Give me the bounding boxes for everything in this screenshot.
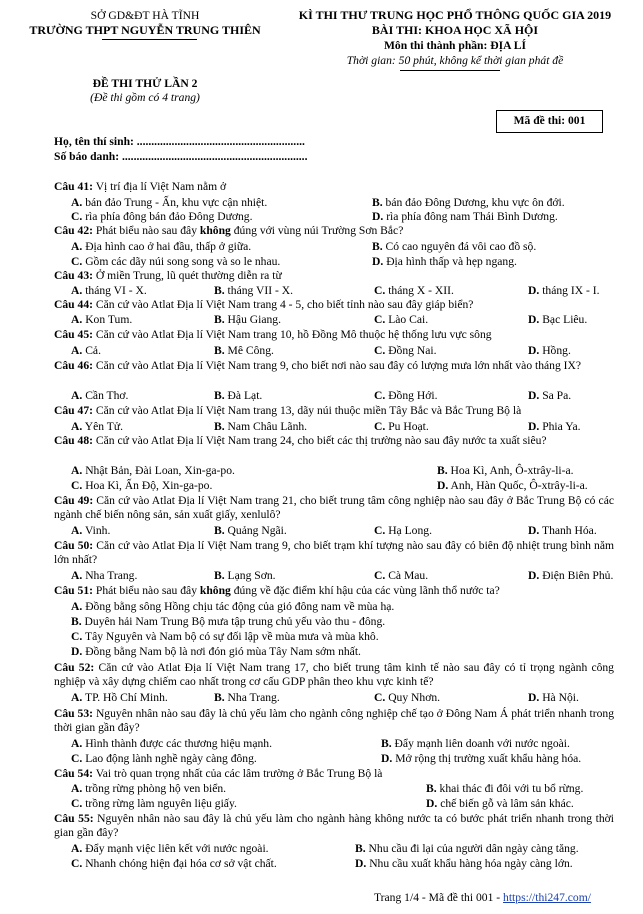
footer-text: Trang 1/4 - Mã đề thi 001 - <box>374 891 504 904</box>
question-text: Căn cứ vào Atlat Địa lí Việt Nam trang 9, cho biết trạm khí tượng nào sau đây có biên độ nhiệt trung bình năm lớn nhất? <box>54 539 614 567</box>
option-letter: A. <box>71 389 83 402</box>
question-text: Vai trò quan trọng nhất của các lâm trường ở Bắc Trung Bộ là <box>95 767 383 780</box>
option-letter: A. <box>71 420 83 433</box>
answer-option[interactable] <box>372 196 565 210</box>
option-text: Có cao nguyên đá vôi cao đồ sộ. <box>385 240 537 253</box>
answer-option[interactable] <box>71 857 277 871</box>
option-letter: B. <box>214 284 225 297</box>
answer-option[interactable] <box>528 344 571 358</box>
question-label: Câu 41: <box>54 180 93 193</box>
option-text: Đồng Hới. <box>388 389 438 402</box>
question-label: Câu 49: <box>54 494 94 507</box>
answer-option[interactable] <box>426 797 574 811</box>
answer-option[interactable] <box>71 600 394 614</box>
answer-option[interactable] <box>71 752 257 766</box>
question-text: Phát biểu nào sau đây <box>95 584 200 597</box>
answer-option[interactable] <box>372 210 558 224</box>
option-text: Cà Mau. <box>388 569 429 582</box>
option-text: Địa hình thấp và hẹp ngang. <box>386 255 517 268</box>
question-text: Căn cứ vào Atlat Địa lí Việt Nam trang 4 - 5, cho biết tỉnh nào sau đây giáp biển? <box>95 298 474 311</box>
option-letter: D. <box>528 313 540 326</box>
answer-option[interactable] <box>374 420 429 434</box>
answer-option[interactable] <box>374 344 437 358</box>
option-letter: A. <box>71 782 83 795</box>
option-text: Sa Pa. <box>542 389 572 402</box>
question-label: Câu 44: <box>54 298 93 311</box>
option-text: Nhu cầu xuất khẩu hàng hóa ngày càng lớn. <box>369 857 573 870</box>
option-letter: A. <box>71 569 83 582</box>
answer-option[interactable] <box>71 797 237 811</box>
answer-option[interactable] <box>528 389 571 403</box>
question-label: Câu 52: <box>54 661 95 674</box>
option-letter: D. <box>528 389 540 402</box>
option-text: Bạc Liêu. <box>542 313 588 326</box>
answer-option[interactable] <box>71 284 147 298</box>
option-letter: C. <box>374 524 386 537</box>
question-stem <box>54 359 614 373</box>
option-text: rìa phía đông nam Thái Bình Dương. <box>386 210 558 223</box>
option-letter: B. <box>214 313 225 326</box>
answer-option[interactable] <box>214 420 307 434</box>
option-text: rìa phía đông bán đảo Đông Dương. <box>85 210 253 223</box>
option-letter: B. <box>214 569 225 582</box>
option-letter: B. <box>426 782 437 795</box>
exam-code: Mã đề thi: 001 <box>513 114 586 127</box>
option-text: tháng IX - I. <box>542 284 600 297</box>
time-limit: Thời gian: 50 phút, không kể thời gian phát đề <box>346 54 564 67</box>
option-letter: A. <box>71 196 83 209</box>
answer-option[interactable] <box>71 240 251 254</box>
question-label: Câu 47: <box>54 404 93 417</box>
option-letter: D. <box>528 691 540 704</box>
option-text: Anh, Hàn Quốc, Ô-xtrây-li-a. <box>450 479 588 492</box>
option-letter: C. <box>71 210 83 223</box>
answer-option[interactable] <box>71 737 272 751</box>
answer-option[interactable] <box>372 255 517 269</box>
option-text: Hoa Kì, Ấn Độ, Xin-ga-po. <box>85 479 213 492</box>
option-letter: C. <box>71 797 83 810</box>
option-letter: D. <box>71 645 83 658</box>
option-text: Vinh. <box>84 524 111 537</box>
divider <box>102 39 197 40</box>
question-stem <box>54 661 614 689</box>
option-text: Hoa Kì, Anh, Ô-xtrây-li-a. <box>450 464 574 477</box>
option-letter: C. <box>71 752 83 765</box>
option-letter: D. <box>372 210 384 223</box>
question-label: Câu 53: <box>54 707 93 720</box>
option-letter: B. <box>214 524 225 537</box>
option-text: bán đảo Đông Dương, khu vực ôn đới. <box>385 196 565 209</box>
option-letter: A. <box>71 464 83 477</box>
option-letter: C. <box>374 313 386 326</box>
answer-option[interactable] <box>374 569 428 583</box>
option-text: Nha Trang. <box>85 569 138 582</box>
option-text: Đẩy mạnh việc liên kết với nước ngoài. <box>85 842 269 855</box>
exam-code-box <box>496 110 603 133</box>
question-stem <box>54 812 614 840</box>
question-text: Nguyên nhân nào sau đây là chủ yếu làm cho ngành công nghiệp chế tạo ở Đông Nam Á phát triển nhanh trong thời gian gần đây? <box>54 707 614 735</box>
divider <box>400 70 500 71</box>
option-letter: C. <box>71 857 83 870</box>
answer-option[interactable] <box>381 752 581 766</box>
option-text: Gồm các dãy núi song song và so le nhau. <box>85 255 281 268</box>
option-letter: A. <box>71 524 83 537</box>
option-letter: C. <box>374 691 386 704</box>
question-label: Câu 50: <box>54 539 94 552</box>
option-letter: A. <box>71 691 83 704</box>
option-letter: C. <box>374 569 386 582</box>
option-letter: C. <box>71 479 83 492</box>
question-text: đúng về đặc điểm khí hậu của các vùng lãnh thổ nước ta? <box>230 584 500 597</box>
answer-option[interactable] <box>71 420 123 434</box>
answer-option[interactable] <box>71 630 379 644</box>
answer-option[interactable] <box>71 196 267 210</box>
question-text: Phát biểu nào sau đây <box>95 224 200 237</box>
question-label: Câu 46: <box>54 359 93 372</box>
answer-option[interactable] <box>71 842 269 856</box>
question-text: Vị trí địa lí Việt Nam nằm ở <box>95 180 227 193</box>
option-text: Đồng bằng sông Hồng chịu tác động của gió đông nam về mùa hạ. <box>85 600 395 613</box>
answer-option[interactable] <box>437 464 574 478</box>
option-text: Đà Lạt. <box>227 389 263 402</box>
answer-option[interactable] <box>71 645 361 659</box>
option-text: Nha Trang. <box>227 691 280 704</box>
question-label: Câu 51: <box>54 584 93 597</box>
question-text: không <box>199 584 231 597</box>
option-letter: B. <box>381 737 392 750</box>
option-text: chế biến gỗ và lâm sản khác. <box>440 797 574 810</box>
question-stem <box>54 224 614 238</box>
option-letter: A. <box>71 284 83 297</box>
question-text: đúng với vùng núi Trường Sơn Bắc? <box>230 224 404 237</box>
option-text: Hậu Giang. <box>227 313 281 326</box>
option-letter: C. <box>71 630 83 643</box>
option-letter: B. <box>214 389 225 402</box>
answer-option[interactable] <box>426 782 583 796</box>
option-letter: D. <box>528 569 540 582</box>
question-stem <box>54 180 614 194</box>
question-label: Câu 45: <box>54 328 93 341</box>
option-text: Đẩy mạnh liên doanh với nước ngoài. <box>394 737 570 750</box>
exam-note: (Đề thi gồm có 4 trang) <box>90 91 200 104</box>
option-text: khai thác đi đôi với tu bổ rừng. <box>439 782 584 795</box>
question-text: không <box>199 224 231 237</box>
option-letter: B. <box>214 691 225 704</box>
option-text: Điện Biên Phủ. <box>542 569 614 582</box>
option-text: Cần Thơ. <box>85 389 129 402</box>
answer-option[interactable] <box>71 313 132 327</box>
option-text: Mở rộng thị trường xuất khẩu hàng hóa. <box>395 752 582 765</box>
option-letter: D. <box>528 420 540 433</box>
answer-option[interactable] <box>71 389 128 403</box>
option-text: Duyên hải Nam Trung Bộ mưa tập trung chủ yếu vào thu - đông. <box>84 615 386 628</box>
option-letter: D. <box>528 524 540 537</box>
question-label: Câu 54: <box>54 767 93 780</box>
answer-option[interactable] <box>374 389 437 403</box>
exam-label: ĐỀ THI THỬ LẦN 2 <box>92 77 198 90</box>
option-letter: A. <box>71 240 83 253</box>
answer-option[interactable] <box>528 524 597 538</box>
question-stem <box>54 298 614 312</box>
option-text: TP. Hồ Chí Minh. <box>84 691 168 704</box>
answer-option[interactable] <box>355 857 573 871</box>
option-letter: C. <box>374 389 386 402</box>
department: SỞ GD&ĐT HÀ TĨNH <box>90 9 200 22</box>
option-text: Hà Nội. <box>542 691 579 704</box>
answer-option[interactable] <box>214 691 280 705</box>
footer-link[interactable]: https://thi247.com/ <box>503 891 591 904</box>
subject-title: BÀI THI: KHOA HỌC XÃ HỘI <box>371 23 539 37</box>
option-text: Yên Tử. <box>84 420 124 433</box>
question-text: Căn cứ vào Atlat Địa lí Việt Nam trang 10, hồ Đồng Mô thuộc hệ thống lưu vực sông <box>95 328 492 341</box>
option-text: Hạ Long. <box>388 524 432 537</box>
option-text: Nhanh chóng hiện đại hóa cơ sở vật chất. <box>85 857 277 870</box>
option-text: Lào Cai. <box>388 313 429 326</box>
option-text: tháng VII - X. <box>227 284 294 297</box>
answer-option[interactable] <box>528 284 600 298</box>
option-text: Lao động lành nghề ngày càng đông. <box>85 752 257 765</box>
question-stem <box>54 494 614 522</box>
option-letter: C. <box>374 420 386 433</box>
option-letter: C. <box>374 284 386 297</box>
school-name: TRƯỜNG THPT NGUYỄN TRUNG THIÊN <box>29 23 261 37</box>
question-label: Câu 42: <box>54 224 93 237</box>
option-text: Cả. <box>85 344 101 357</box>
answer-option[interactable] <box>214 313 281 327</box>
answer-option[interactable] <box>71 344 101 358</box>
answer-option[interactable] <box>437 479 588 493</box>
option-letter: D. <box>528 284 540 297</box>
answer-option[interactable] <box>374 691 440 705</box>
answer-option[interactable] <box>374 524 432 538</box>
option-letter: D. <box>528 344 540 357</box>
option-text: Đồng bằng Nam bộ là nơi đón gió mùa Tây Nam sớm nhất. <box>85 645 361 658</box>
option-letter: D. <box>355 857 367 870</box>
option-text: Tây Nguyên và Nam bộ có sự đối lập về mùa mưa và mùa khô. <box>84 630 379 643</box>
option-text: tháng X - XII. <box>388 284 454 297</box>
question-stem <box>54 269 614 283</box>
option-letter: B. <box>372 196 383 209</box>
option-letter: A. <box>71 842 83 855</box>
option-letter: A. <box>71 313 83 326</box>
question-label: Câu 55: <box>54 812 94 825</box>
answer-option[interactable] <box>71 569 137 583</box>
option-letter: B. <box>372 240 383 253</box>
option-letter: C. <box>71 255 83 268</box>
option-text: Đồng Nai. <box>388 344 437 357</box>
option-text: Mê Công. <box>227 344 274 357</box>
question-stem <box>54 404 614 418</box>
answer-option[interactable] <box>214 524 287 538</box>
option-text: Hình thành được các thương hiệu mạnh. <box>85 737 272 750</box>
candidate-name-field: Họ, tên thí sinh: .......................................................... <box>54 135 305 148</box>
option-letter: A. <box>71 344 83 357</box>
exam-title: KÌ THI THƯ TRUNG HỌC PHỔ THÔNG QUỐC GIA 2019 <box>298 8 612 22</box>
option-text: Nhật Bản, Đài Loan, Xin-ga-po. <box>85 464 235 477</box>
option-text: Địa hình cao ở hai đầu, thấp ở giữa. <box>85 240 252 253</box>
question-text: Căn cứ vào Atlat Địa lí Việt Nam trang 17, cho biết trung tâm kinh tế nào sau đây có tỉ trọng ngành công nghiệp và xây dựng chiếm cao nhất trong cơ cấu GDP phân theo khu vực kinh tế? <box>54 661 614 689</box>
option-text: Nam Châu Lãnh. <box>227 420 308 433</box>
answer-option[interactable] <box>381 737 570 751</box>
option-text: Pu Hoạt. <box>388 420 429 433</box>
question-text: Ở miền Trung, lũ quét thường diễn ra từ <box>95 269 282 282</box>
option-letter: B. <box>71 615 82 628</box>
option-text: tháng VI - X. <box>85 284 147 297</box>
answer-option[interactable] <box>372 240 536 254</box>
answer-option[interactable] <box>214 569 276 583</box>
question-stem <box>54 328 614 342</box>
question-text: Căn cứ vào Atlat Địa lí Việt Nam trang 13, dãy núi thuộc miền Tây Bắc và Bắc Trung Bộ là <box>95 404 522 417</box>
answer-option[interactable] <box>355 842 579 856</box>
option-letter: B. <box>214 344 225 357</box>
component-subject: Môn thi thành phần: ĐỊA LÍ <box>383 39 527 52</box>
option-text: Lạng Sơn. <box>227 569 276 582</box>
question-stem <box>54 434 614 448</box>
answer-option[interactable] <box>374 313 428 327</box>
option-letter: D. <box>437 479 449 492</box>
answer-option[interactable] <box>528 420 581 434</box>
option-text: Quy Nhơn. <box>388 691 441 704</box>
option-letter: A. <box>71 600 83 613</box>
question-text: Căn cứ vào Atlat Địa lí Việt Nam trang 21, cho biết trung tâm công nghiệp nào sau đây ở Bắc Trung Bộ có các ngành chế biến nông sản, sản xuất giấy, xenlulô? <box>54 494 614 522</box>
answer-option[interactable] <box>528 569 613 583</box>
answer-option[interactable] <box>214 344 274 358</box>
answer-option[interactable] <box>214 389 262 403</box>
question-label: Câu 48: <box>54 434 93 447</box>
answer-option[interactable] <box>528 691 579 705</box>
option-letter: D. <box>372 255 384 268</box>
footer <box>374 891 591 905</box>
option-letter: D. <box>381 752 393 765</box>
option-text: Phia Ya. <box>542 420 581 433</box>
answer-option[interactable] <box>71 255 280 269</box>
answer-option[interactable] <box>71 615 385 629</box>
option-letter: B. <box>437 464 448 477</box>
question-stem <box>54 707 614 735</box>
answer-option[interactable] <box>71 524 110 538</box>
answer-option[interactable] <box>71 691 168 705</box>
option-text: trồng rừng phòng hộ ven biển. <box>85 782 227 795</box>
option-text: Kon Tum. <box>85 313 133 326</box>
answer-option[interactable] <box>71 479 212 493</box>
option-text: Hồng. <box>542 344 571 357</box>
option-letter: B. <box>214 420 225 433</box>
option-letter: C. <box>374 344 386 357</box>
answer-option[interactable] <box>71 464 235 478</box>
answer-option[interactable] <box>214 284 293 298</box>
question-stem <box>54 539 614 567</box>
option-text: Thanh Hóa. <box>541 524 597 537</box>
option-letter: A. <box>71 737 83 750</box>
answer-option[interactable] <box>71 210 252 224</box>
option-text: trồng rừng làm nguyên liệu giấy. <box>85 797 237 810</box>
answer-option[interactable] <box>71 782 226 796</box>
question-text: Nguyên nhân nào sau đây là chủ yếu làm cho ngành hàng không nước ta có bước phát triển nhanh trong thời gian gần đây? <box>54 812 614 840</box>
question-text: Căn cứ vào Atlat Địa lí Việt Nam trang 24, cho biết các thị trường nào sau đây nước ta xuất siêu? <box>95 434 547 447</box>
candidate-id-field: Số báo danh: ................................................................ <box>54 150 308 163</box>
option-text: Nhu cầu đi lại của người dân ngày càng tăng. <box>368 842 579 855</box>
answer-option[interactable] <box>374 284 454 298</box>
option-text: Quảng Ngãi. <box>227 524 287 537</box>
question-stem <box>54 767 614 781</box>
option-text: bán đảo Trung - Ấn, khu vực cận nhiệt. <box>85 196 268 209</box>
question-stem <box>54 584 614 598</box>
answer-option[interactable] <box>528 313 587 327</box>
option-letter: B. <box>355 842 366 855</box>
question-label: Câu 43: <box>54 269 93 282</box>
question-text: Căn cứ vào Atlat Địa lí Việt Nam trang 9, cho biết nơi nào sau đây có lượng mưa lớn nhất vào tháng IX? <box>95 359 582 372</box>
option-letter: D. <box>426 797 438 810</box>
